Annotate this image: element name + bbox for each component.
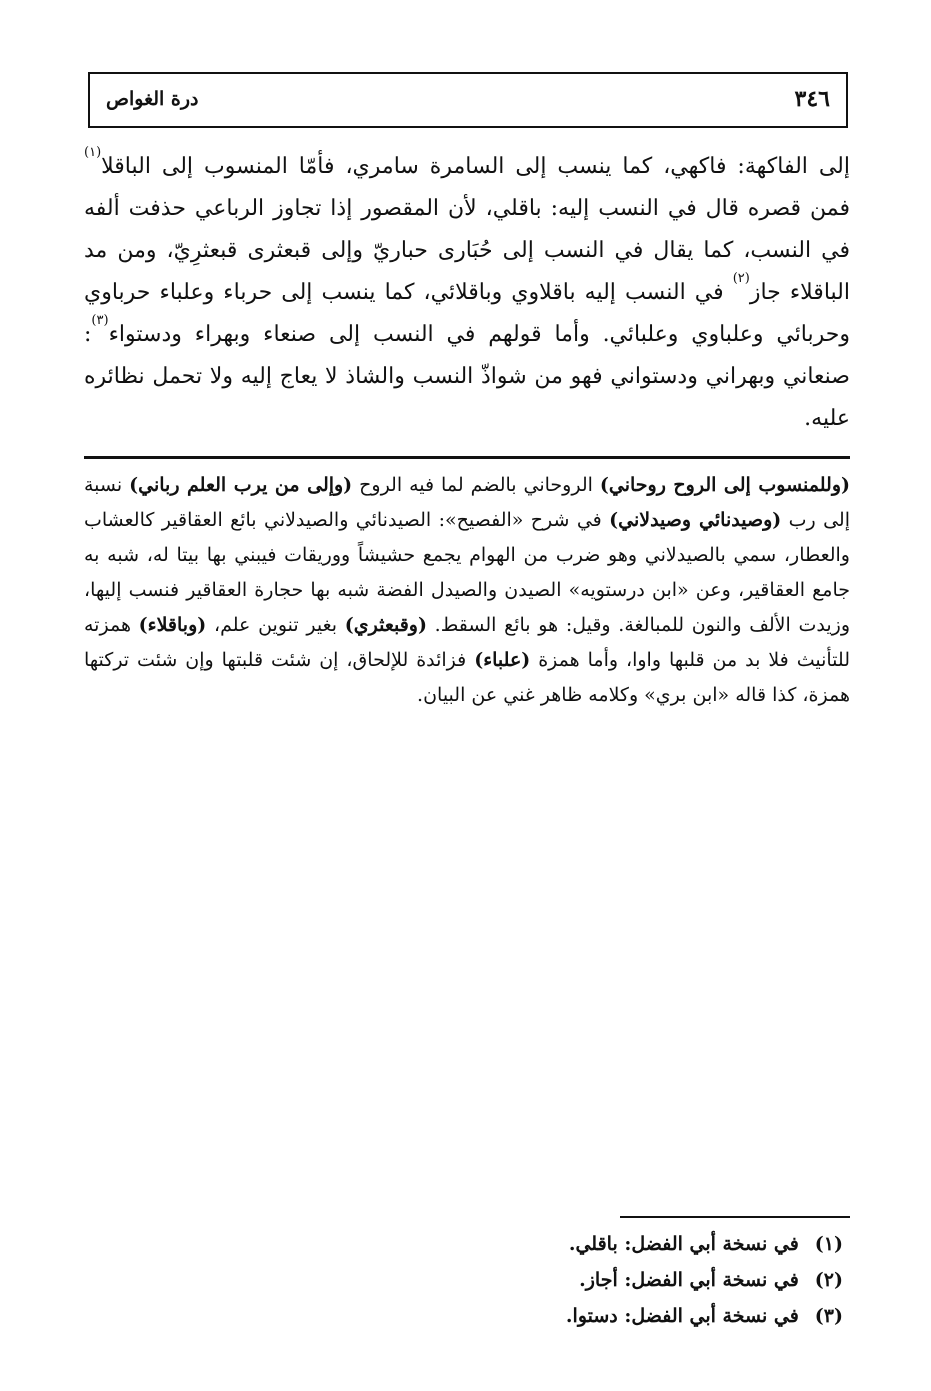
commentary-text (84, 468, 850, 713)
commentary-lemma-6: (علباء) (474, 649, 531, 671)
main-text (84, 146, 850, 440)
footnote-separator-rule (620, 1216, 850, 1218)
commentary-lemma-1: (وللمنسوب إلى الروح روحاني) (599, 474, 850, 496)
page-number: ٣٤٦ (794, 86, 830, 112)
footnotes (443, 1226, 843, 1334)
footnote-number: (١) (814, 1233, 843, 1255)
running-title: درة الغواص (106, 88, 199, 110)
footnote-number: (٣) (814, 1305, 843, 1327)
main-text-part-1: إلى الفاكهة: فاكهي، كما ينسب إلى السامرة سامري، فأمّا المنسوب إلى الباقلا (101, 154, 850, 179)
commentary-paragraph (84, 468, 850, 713)
commentary-gloss-3: في شرح «الفصيح»: الصيدنائي والصيدلاني بائع العقاقير كالعشاب والعطار، سمي بالصيدلاني وهو ضرب من الهوام يجمع حشيشاً ووريقات فيبني بها بيتا له، شبه به جامع العقاقير، وعن «ابن درستويه» الصيدن والصيدل الفضة شبه بها حجارة العقاقير فنسب إليها، وزيدت الألف والنون للمبالغة. وقيل: هو بائع السقط. (84, 509, 850, 636)
main-text-part-2: فمن قصره قال في النسب إليه: باقلي، لأن المقصور إذا تجاوز الرباعي حذفت ألفه في النسب، كما يقال في النسب إلى حُبَارى حباريّ وإلى قبعثرى قبعثرِيّ، ومن مد الباقلاء جاز (84, 196, 850, 305)
footnote-text: في نسخة أبي الفضل: باقلي. (568, 1233, 799, 1255)
commentary-gloss-5: همزته للتأنيث فلا بد من قلبها واوا، وأما همزة (84, 614, 850, 671)
footnote-text: في نسخة أبي الفضل: دستوا. (565, 1305, 799, 1327)
commentary-lemma-2: (وإلى من يرب العلم رباني) (129, 474, 353, 496)
main-separator-rule (84, 456, 850, 459)
footnote-2 (443, 1262, 843, 1298)
footnote-1 (443, 1226, 843, 1262)
commentary-lemma-3: (وصيدنائي وصيدلاني) (609, 509, 782, 531)
commentary-lemma-4: (وقبعثري) (344, 614, 427, 636)
footnote-ref-2: (٢) (732, 271, 750, 286)
main-text-part-3: في النسب إليه باقلاوي وباقلائي، كما ينسب إلى حرباء وعلباء حرباوي وحربائي وعلباوي وعلبائي. وأما قولهم في النسب إلى صنعاء وبهراء ودستواء (84, 280, 850, 347)
commentary-gloss-6: فزائدة للإلحاق، إن شئت قلبتها وإن شئت تركتها همزة، كذا قاله «ابن بري» وكلامه ظاهر غني عن البيان. (84, 649, 850, 706)
footnote-ref-3: (٣) (91, 313, 109, 328)
main-paragraph (84, 146, 850, 440)
footnote-text: في نسخة أبي الفضل: أجاز. (579, 1269, 799, 1291)
page-header (88, 72, 848, 128)
footnote-3 (443, 1298, 843, 1334)
commentary-lemma-5: (وباقلاء) (138, 614, 207, 636)
commentary-gloss-4: بغير تنوين علم، (206, 614, 345, 636)
commentary-gloss-1: الروحاني بالضم لما فيه الروح (352, 474, 600, 496)
footnote-number: (٢) (814, 1269, 843, 1291)
footnote-ref-1: (١) (84, 145, 102, 160)
commentary-gloss-2: نسبة إلى رب (84, 474, 850, 531)
main-text-part-4: : صنعاني وبهراني ودستواني فهو من شواذّ النسب والشاذ لا يعاج إليه ولا تحمل نظائره عليه. (84, 322, 850, 431)
